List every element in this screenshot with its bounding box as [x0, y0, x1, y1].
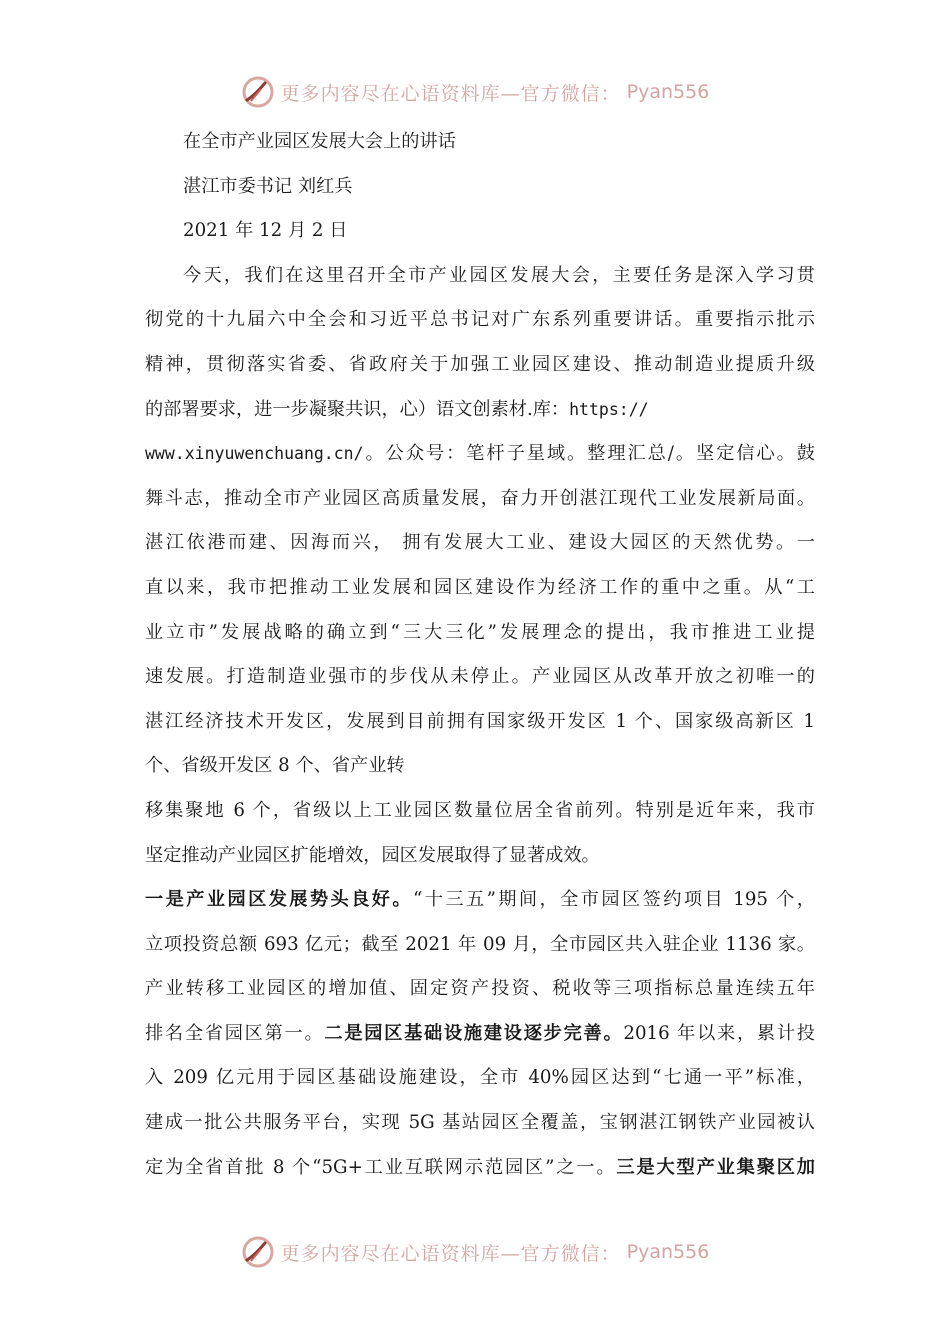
paragraph-line: [145, 878, 815, 923]
watermark-banner-top: [0, 72, 950, 112]
paragraph-line: [145, 388, 815, 433]
paragraph-line: 产业转移工业园区的增加值、固定资产投资、税收等三项指标总量连续五年: [145, 978, 815, 1000]
doc-author: 湛江市委书记 刘红兵: [183, 175, 353, 197]
book-pen-logo-icon: [241, 1235, 275, 1269]
doc-date: 2021 年 12 月 2 日: [183, 220, 348, 242]
paragraph-line: 精神，贯彻落实省委、省政府关于加强工业园区建设、推动制造业提质升级: [145, 353, 815, 375]
line-text: 2016 年以来，累计投: [623, 1022, 815, 1044]
watermark-text: 更多内容尽在心语资料库—官方微信：: [280, 82, 621, 105]
paragraph-line: 湛江经济技术开发区，发展到目前拥有国家级开发区 1 个、国家级高新区 1: [145, 710, 815, 732]
line-text: 的部署要求，进一步凝聚共识，心）语文创素材.库：: [145, 398, 570, 420]
line-text: “十三五”期间，全市园区签约项目 195 个，: [413, 889, 815, 911]
paragraph-line: [145, 432, 815, 477]
url-domain: www.xinyuwenchuang.cn/: [145, 444, 364, 464]
paragraph-line: 彻党的十九届六中全会和习近平总书记对广东系列重要讲话。重要指示批示: [145, 309, 815, 331]
paragraph-line: 坚定推动产业园区扩能增效，园区发展取得了显著成效。: [145, 844, 600, 866]
paragraph-line: 个、省级开发区 8 个、省产业转: [145, 755, 405, 777]
line-text: 。公众号：笔杆子星域。整理汇总/。坚定信心。鼓: [363, 443, 815, 465]
line-text: 定为全省首批 8 个“5G+工业互联网示范园区”之一。: [145, 1156, 617, 1178]
watermark-id: Pyan556: [626, 1241, 710, 1263]
line-text: 排名全省园区第一。: [145, 1022, 325, 1044]
paragraph-line: 今天，我们在这里召开全市产业园区发展大会，主要任务是深入学习贯: [183, 264, 815, 286]
paragraph-line: 移集聚地 6 个，省级以上工业园区数量位居全省前列。特别是近年来，我市: [145, 799, 815, 821]
watermark-banner-bottom: [0, 1232, 950, 1272]
point-three-heading: 三是大型产业集聚区加: [616, 1156, 815, 1178]
watermark-id: Pyan556: [626, 81, 710, 103]
paragraph-line: [145, 1146, 815, 1191]
paragraph-line: 速发展。打造制造业强市的步伐从未停止。产业园区从改革开放之初唯一的: [145, 666, 815, 688]
paragraph-line: 业立市”发展战略的确立到“三大三化”发展理念的提出，我市推进工业提: [145, 621, 815, 643]
paragraph-line: 立项投资总额 693 亿元；截至 2021 年 09 月，全市园区共入驻企业 1136 家。: [145, 933, 815, 955]
doc-title: 在全市产业园区发展大会上的讲话: [183, 131, 456, 152]
point-two-heading: 二是园区基础设施建设逐步完善。: [324, 1022, 624, 1044]
paragraph-line: 直以来，我市把推动工业发展和园区建设作为经济工作的重中之重。从“工: [145, 576, 815, 598]
point-one-heading: 一是产业园区发展势头良好。: [145, 889, 413, 911]
paragraph-line: 舞斗志，推动全市产业园区高质量发展，奋力开创湛江现代工业发展新局面。: [145, 487, 815, 509]
paragraph-line: [145, 1012, 815, 1057]
paragraph-line: 建成一批公共服务平台，实现 5G 基站园区全覆盖，宝钢湛江钢铁产业园被认: [145, 1112, 815, 1134]
book-pen-logo-icon: [241, 75, 275, 109]
url-prefix: https://: [569, 399, 649, 419]
document-body: [145, 120, 815, 1190]
paragraph-line: 湛江依港而建、因海而兴， 拥有发展大工业、建设大园区的天然优势。一: [145, 532, 815, 554]
watermark-text: 更多内容尽在心语资料库—官方微信：: [280, 1242, 621, 1265]
paragraph-line: 入 209 亿元用于园区基础设施建设，全市 40%园区达到“七通一平”标准，: [145, 1067, 815, 1089]
